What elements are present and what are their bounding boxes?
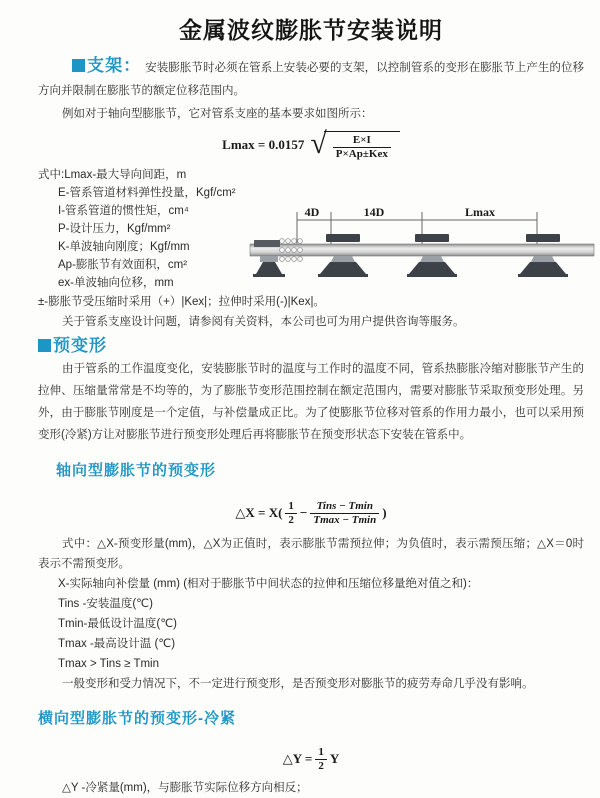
dimension-label-lmax: Lmax: [465, 205, 495, 219]
variable-line: 式中:Lmax-最大导向间距，m: [38, 169, 187, 181]
predeform-section-heading: [38, 336, 584, 356]
lateral-formula-rhs: Y: [329, 751, 340, 766]
lateral-subsection-heading: 横向型膨胀节的预变形-冷紧: [38, 710, 236, 727]
variable-line: P-设计压力，Kgf/mm²: [58, 223, 171, 235]
temperature-fraction-numerator: Tins − Tmin: [310, 500, 379, 514]
variable-line: E-管系管道材料弹性投量，Kgf/cm²: [58, 187, 236, 199]
support-heading-label: 支架：: [87, 56, 142, 75]
page-title: 金属波纹膨胀节安装说明: [179, 17, 443, 43]
section-square-icon: [38, 339, 51, 352]
variable-line: ex-单波轴向位移，mm: [58, 277, 174, 289]
lateral-fraction-numerator: 1: [315, 746, 327, 760]
predeform-heading-label: 预变形: [53, 336, 107, 355]
lateral-note: △Y -冷紧量(mm)，与膨胀节实际位移方向相反；: [62, 782, 308, 794]
axial-formula-lhs: △X = X(: [235, 505, 283, 520]
axial-formula: [38, 496, 584, 530]
axial-formula-rhs: ): [382, 505, 387, 520]
lmax-formula: [38, 128, 584, 162]
lateral-formula-lhs: △Y =: [282, 751, 313, 766]
variable-line: Tmax -最高设计温 (℃): [58, 638, 176, 650]
variable-line: K-单波轴向刚度；Kgf/mm: [58, 241, 190, 253]
variable-line: Tmax > Tins ≥ Tmin: [58, 658, 159, 670]
example-line: 例如对于轴向型膨胀节，它对管系支座的基本要求如图所示：: [62, 108, 373, 120]
axial-formula-minus: −: [299, 505, 308, 520]
lmax-fraction: [333, 134, 391, 161]
support-section-heading: [72, 56, 141, 75]
lateral-fraction-denominator: 2: [318, 759, 324, 772]
axial-explain-paragraph: 式中：△X-预变形量(mm)，△X为正值时，表示膨胀节需预拉伸；为负值时，表示需预压缩；△X＝0时表示不需预变形。: [38, 538, 584, 570]
half-fraction-denominator: 2: [288, 513, 294, 526]
dimension-label-14d: 14D: [363, 205, 385, 219]
support-spacing-diagram: [242, 200, 598, 300]
lmax-formula-lhs: Lmax = 0.0157: [222, 137, 305, 152]
document-page: [0, 12, 600, 798]
lmax-fraction-denominator: P×Ap±Kex: [335, 148, 388, 160]
section-square-icon: [72, 59, 85, 72]
sqrt-radical: [310, 129, 400, 161]
support-intro-text: 安装膨胀节时必须在管系上安装必要的支架，以控制管系的变形在膨胀节上产生的位移方向并限制在膨胀节的额定位移范围内。: [38, 62, 585, 97]
dimension-label-4d: 4D: [304, 205, 320, 219]
plus-minus-note: ±-膨胀节受压缩时采用（+）|Kex|；拉伸时采用(-)|Kex|。: [38, 296, 325, 308]
support-intro-paragraph: [38, 54, 584, 103]
temperature-fraction: [310, 500, 379, 527]
axial-variable-definitions: [38, 574, 584, 674]
radicand: [324, 131, 400, 161]
lateral-formula: [38, 744, 584, 774]
half-fraction-numerator: 1: [285, 500, 297, 514]
variable-line: Tmin-最低设计温度(℃): [58, 618, 177, 630]
lmax-fraction-numerator: E×I: [333, 134, 391, 148]
variable-line: Tins -安装温度(℃): [58, 598, 153, 610]
variable-line: Ap-膨胀节有效面积，cm²: [58, 259, 188, 271]
variable-line: X-实际轴向补偿量 (mm) (相对于膨胀节中间状态的拉伸和压缩位移量绝对值之和)：: [58, 578, 479, 590]
axial-note: 一般变形和受力情况下，不一定进行预变形，是否预变形对膨胀节的疲劳寿命几乎没有影响。: [62, 678, 534, 690]
consult-note: 关于管系支座设计问题，请参阅有关资料，本公司也可为用户提供咨询等服务。: [62, 316, 465, 328]
radical-sign: √: [310, 127, 327, 160]
lateral-half-fraction: [315, 746, 327, 773]
half-fraction: [285, 500, 297, 527]
predeform-paragraph: 由于管系的工作温度变化，安装膨胀节时的温度与工作时的温度不同，管系热膨胀冷缩对膨胀节产生的拉伸、压缩量常常是不均等的，为了膨胀节变形范围控制在额定范围内，需要对膨胀节采取预变形处理。另外，由于膨胀节刚度是一个定值，与补偿量成正比。为了使膨胀节位移对管系的作用力最小，也可以采用预变形(冷紧)方让对膨胀节进行预变形处理后再将膨胀节在预变形状态下安装在管系中。: [38, 363, 584, 441]
temperature-fraction-denominator: Tmax − Tmin: [313, 513, 377, 526]
axial-subsection-heading: 轴向型膨胀节的预变形: [56, 462, 217, 479]
variable-line: I-管系管道的惯性矩，cm⁴: [58, 205, 189, 217]
